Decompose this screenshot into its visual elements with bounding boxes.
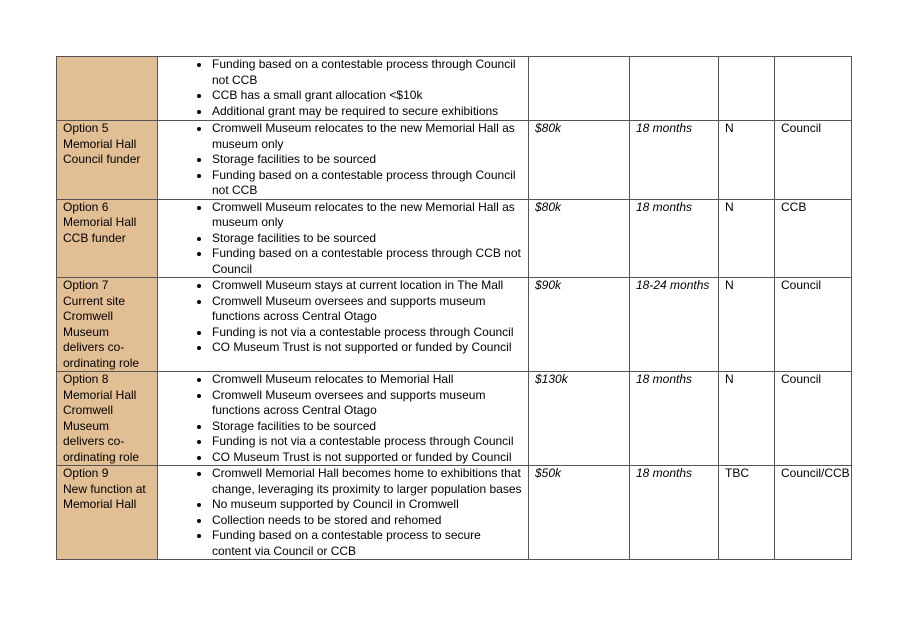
list-item: • Funding based on a contestable process through Council not CCB [211, 57, 522, 88]
description-cell [158, 57, 529, 121]
description-cell [158, 278, 529, 372]
list-item: • CO Museum Trust is not supported or funded by Council [211, 340, 522, 356]
description-cell [158, 121, 529, 200]
option-line: Current site [63, 293, 126, 308]
bullet-list [164, 57, 522, 119]
option-cell [57, 372, 158, 466]
list-item: • Funding is not via a contestable process through Council [211, 434, 522, 450]
flag-cell: N [719, 372, 775, 466]
description-cell [158, 372, 529, 466]
list-item: • Additional grant may be required to secure exhibitions [211, 104, 522, 120]
timeframe-cell: 18 months [630, 466, 719, 560]
list-item: • Collection needs to be stored and rehomed [211, 513, 522, 529]
option-line: Option 9 [63, 466, 109, 480]
list-item: • Funding based on a contestable process through CCB not Council [211, 246, 522, 277]
option-cell [57, 278, 158, 372]
cost-cell: $50k [529, 466, 630, 560]
timeframe-cell: 18 months [630, 199, 719, 278]
list-item: • CCB has a small grant allocation <$10k [211, 88, 522, 104]
funder-cell: Council [775, 121, 852, 200]
table-row [57, 278, 852, 372]
option-line: Memorial Hall [63, 136, 137, 151]
funder-cell: CCB [775, 199, 852, 278]
description-cell [158, 199, 529, 278]
list-item: • Cromwell Museum oversees and supports museum functions across Central Otago [211, 294, 522, 325]
list-item: • Funding is not via a contestable process through Council [211, 325, 522, 341]
option-line: New function at [63, 481, 146, 496]
cost-cell: $80k [529, 199, 630, 278]
cost-cell [529, 57, 630, 121]
funder-cell [775, 57, 852, 121]
options-table [56, 56, 852, 560]
table-row [57, 199, 852, 278]
option-line: ordinating role [63, 449, 140, 464]
timeframe-cell: 18 months [630, 121, 719, 200]
list-item: • Storage facilities to be sourced [211, 419, 522, 435]
list-item: • Funding based on a contestable process through Council not CCB [211, 168, 522, 199]
table-row [57, 466, 852, 560]
list-item: • Storage facilities to be sourced [211, 152, 522, 168]
bullet-list [164, 121, 522, 199]
option-line: delivers co- [63, 434, 125, 448]
funder-cell: Council/CCB [775, 466, 852, 560]
table-row [57, 121, 852, 200]
timeframe-cell: 18-24 months [630, 278, 719, 372]
option-line: Option 8 [63, 372, 109, 386]
list-item: • No museum supported by Council in Cromwell [211, 497, 522, 513]
flag-cell: N [719, 121, 775, 200]
option-cell [57, 466, 158, 560]
flag-cell: TBC [719, 466, 775, 560]
option-line: Option 6 [63, 199, 109, 214]
flag-cell [719, 57, 775, 121]
option-line: CCB funder [63, 230, 126, 245]
list-item: • Cromwell Museum stays at current location in The Mall [211, 278, 522, 294]
option-cell [57, 199, 158, 278]
option-line: Council funder [63, 152, 141, 166]
table-row [57, 57, 852, 121]
bullet-list [164, 372, 522, 465]
bullet-list [164, 278, 522, 356]
list-item: • Storage facilities to be sourced [211, 231, 522, 247]
option-cell [57, 57, 158, 121]
cost-cell: $80k [529, 121, 630, 200]
list-item: • Funding based on a contestable process to secure content via Council or CCB [211, 528, 522, 559]
options-table-body [57, 57, 852, 560]
timeframe-cell: 18 months [630, 372, 719, 466]
list-item: • Cromwell Museum relocates to the new Memorial Hall as museum only [211, 121, 522, 152]
cost-cell: $130k [529, 372, 630, 466]
option-line: Cromwell [63, 309, 114, 323]
timeframe-cell [630, 57, 719, 121]
list-item: • CO Museum Trust is not supported or funded by Council [211, 450, 522, 466]
funder-cell: Council [775, 372, 852, 466]
cost-cell: $90k [529, 278, 630, 372]
option-line: Memorial Hall [63, 215, 137, 229]
description-cell [158, 466, 529, 560]
list-item: • Cromwell Museum relocates to the new Memorial Hall as museum only [211, 200, 522, 231]
table-row [57, 372, 852, 466]
option-line: Memorial Hall [63, 497, 137, 511]
list-item: • Cromwell Memorial Hall becomes home to exhibitions that change, leveraging its proximity to larger population bases [211, 466, 522, 497]
flag-cell: N [719, 278, 775, 372]
bullet-list [164, 466, 522, 559]
option-line: Option 7 [63, 278, 109, 292]
funder-cell: Council [775, 278, 852, 372]
flag-cell: N [719, 199, 775, 278]
option-line: Museum [63, 324, 110, 339]
option-line: Museum [63, 418, 110, 433]
option-line: ordinating role [63, 355, 140, 370]
bullet-list [164, 200, 522, 278]
option-line: delivers co- [63, 340, 125, 354]
list-item: • Cromwell Museum relocates to Memorial Hall [211, 372, 522, 388]
list-item: • Cromwell Museum oversees and supports museum functions across Central Otago [211, 388, 522, 419]
option-line: Cromwell [63, 403, 114, 417]
option-line: Memorial Hall [63, 387, 137, 402]
option-line: Option 5 [63, 121, 109, 135]
option-cell [57, 121, 158, 200]
